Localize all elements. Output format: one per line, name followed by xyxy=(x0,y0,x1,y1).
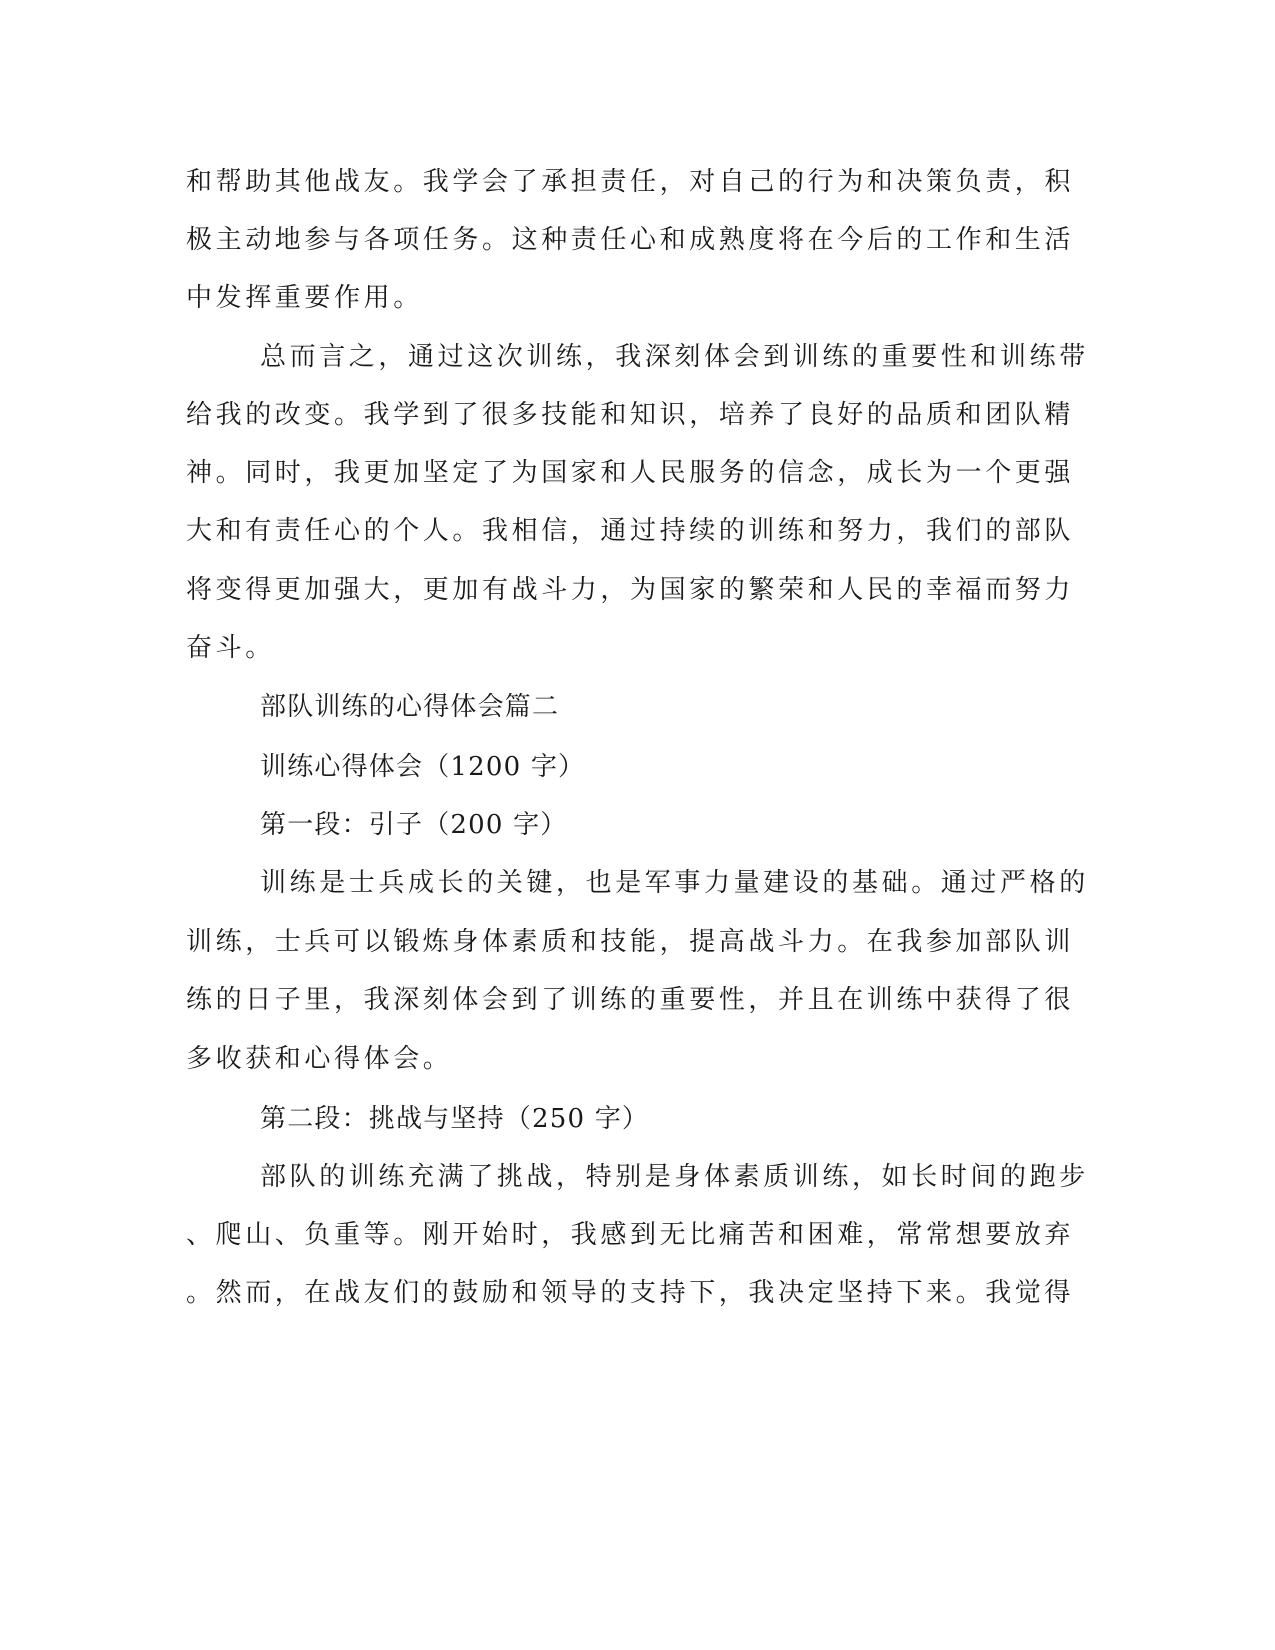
paragraph-line: 极主动地参与各项任务。这种责任心和成熟度将在今后的工作和生活 xyxy=(186,225,1075,255)
paragraph-line: 和帮助其他战友。我学会了承担责任，对自己的行为和决策负责，积 xyxy=(186,167,1075,197)
paragraph-line: 。然而，在战友们的鼓励和领导的支持下，我决定坚持下来。我觉得 xyxy=(186,1278,1075,1308)
paragraph-line: 、爬山、负重等。刚开始时，我感到无比痛苦和困难，常常想要放弃 xyxy=(186,1220,1075,1250)
paragraph-line: 大和有责任心的个人。我相信，通过持续的训练和努力，我们的部队 xyxy=(186,516,1075,546)
paragraph-line: 中发挥重要作用。 xyxy=(186,283,423,313)
section-heading: 第二段：挑战与坚持（250 字） xyxy=(260,1104,650,1134)
paragraph-line: 练的日子里，我深刻体会到了训练的重要性，并且在训练中获得了很 xyxy=(186,985,1075,1015)
paragraph-line: 训练，士兵可以锻炼身体素质和技能，提高战斗力。在我参加部队训 xyxy=(186,927,1075,957)
section-heading: 训练心得体会（1200 字） xyxy=(260,752,586,782)
section-heading: 部队训练的心得体会篇二 xyxy=(260,692,560,722)
paragraph-line: 将变得更加强大，更加有战斗力，为国家的繁荣和人民的幸福而努力 xyxy=(186,575,1075,605)
paragraph-line: 奋斗。 xyxy=(186,633,275,663)
paragraph-line: 总而言之，通过这次训练，我深刻体会到训练的重要性和训练带 xyxy=(260,342,1089,372)
paragraph-line: 神。同时，我更加坚定了为国家和人民服务的信念，成长为一个更强 xyxy=(186,458,1075,488)
paragraph-line: 给我的改变。我学到了很多技能和知识，培养了良好的品质和团队精 xyxy=(186,400,1075,430)
paragraph-line: 部队的训练充满了挑战，特别是身体素质训练，如长时间的跑步 xyxy=(260,1162,1089,1192)
section-heading: 第一段：引子（200 字） xyxy=(260,810,568,840)
paragraph-line: 训练是士兵成长的关键，也是军事力量建设的基础。通过严格的 xyxy=(260,868,1089,898)
paragraph-line: 多收获和心得体会。 xyxy=(186,1044,453,1074)
